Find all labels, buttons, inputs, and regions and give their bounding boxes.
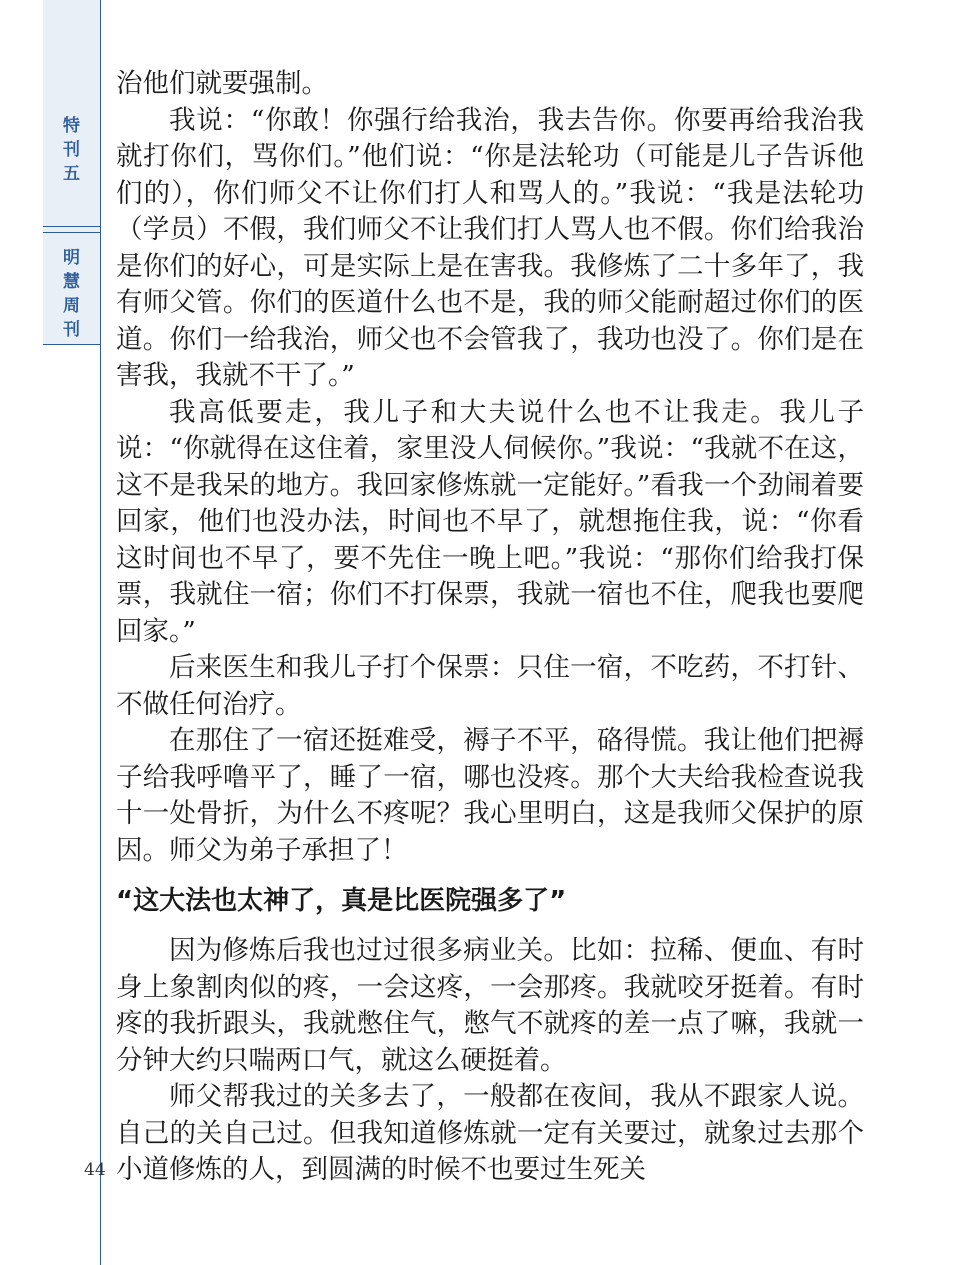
section-heading: “这大法也太神了，真是比医院强多了” <box>116 886 567 916</box>
paragraph: 治他们就要强制。 <box>116 68 328 99</box>
paragraph: 师父帮我过的关多去了，一般都在夜间，我从不跟家人说。自己的关自己过。但我知道修炼就一定有关要过，就象过去那个小道修炼的人，到圆满的时候不也要过生死关 <box>116 1081 864 1185</box>
sidebar-separator-bottom <box>43 232 101 233</box>
journal-label-text: 明慧周刊 <box>63 248 80 340</box>
paragraph: 我说：“你敢！你强行给我治，我去告你。你要再给我治我就打你们，骂你们。”他们说：“你是法轮功（可能是儿子告诉他们的），你们师父不让你们打人和骂人的。”我说：“我是法轮功（学员）不假，我们师父不让我们打人骂人也不假。你们给我治是你们的好心，可是实际上是在害我。我修炼了二十多年了，我有师父管。你们的医道什么也不是，我的师父能耐超过你们的医道。你们一给我治，师父也不会管我了，我功也没了。你们是在害我，我就不干了。” <box>116 104 864 391</box>
sidebar-publication-label <box>43 114 100 186</box>
paragraph: 我高低要走，我儿子和大夫说什么也不让我走。我儿子说：“你就得在这住着，家里没人伺候你。”我说：“我就不在这，这不是我呆的地方。我回家修炼就一定能好。”看我一个劲闹着要回家，他们也没办法，时间也不早了，就想拖住我，说：“你看这时间也不早了，要不先住一晚上吧。”我说：“那你们给我打保票，我就住一宿；你们不打保票，我就一宿也不住，爬我也要爬回家。” <box>116 396 864 647</box>
paragraph: 在那住了一宿还挺难受，褥子不平，硌得慌。我让他们把褥子给我呼噜平了，睡了一宿，哪也没疼。那个大夫给我检查说我十一处骨折，为什么不疼呢？我心里明白，这是我师父保护的原因。师父为弟子承担了！ <box>116 725 864 866</box>
paragraph: 后来医生和我儿子打个保票：只住一宿，不吃药，不打针、不做任何治疗。 <box>116 652 864 720</box>
article-body <box>116 66 864 1189</box>
sidebar-panel-bottom-rule <box>43 344 101 345</box>
paragraph: 因为修炼后我也过过很多病业关。比如：拉稀、便血、有时身上象割肉似的疼，一会这疼，一会那疼。我就咬牙挺着。有时疼的我折跟头，我就憋住气，憋气不就疼的差一点了嘛，我就一分钟大约只喘两口气，就这么硬挺着。 <box>116 935 864 1076</box>
sidebar-divider <box>100 0 101 1265</box>
sidebar-journal-label <box>43 246 100 342</box>
page-number: 44 <box>84 1160 106 1180</box>
sidebar-separator-top <box>43 226 101 227</box>
publication-label-text: 特刊五 <box>63 116 80 184</box>
